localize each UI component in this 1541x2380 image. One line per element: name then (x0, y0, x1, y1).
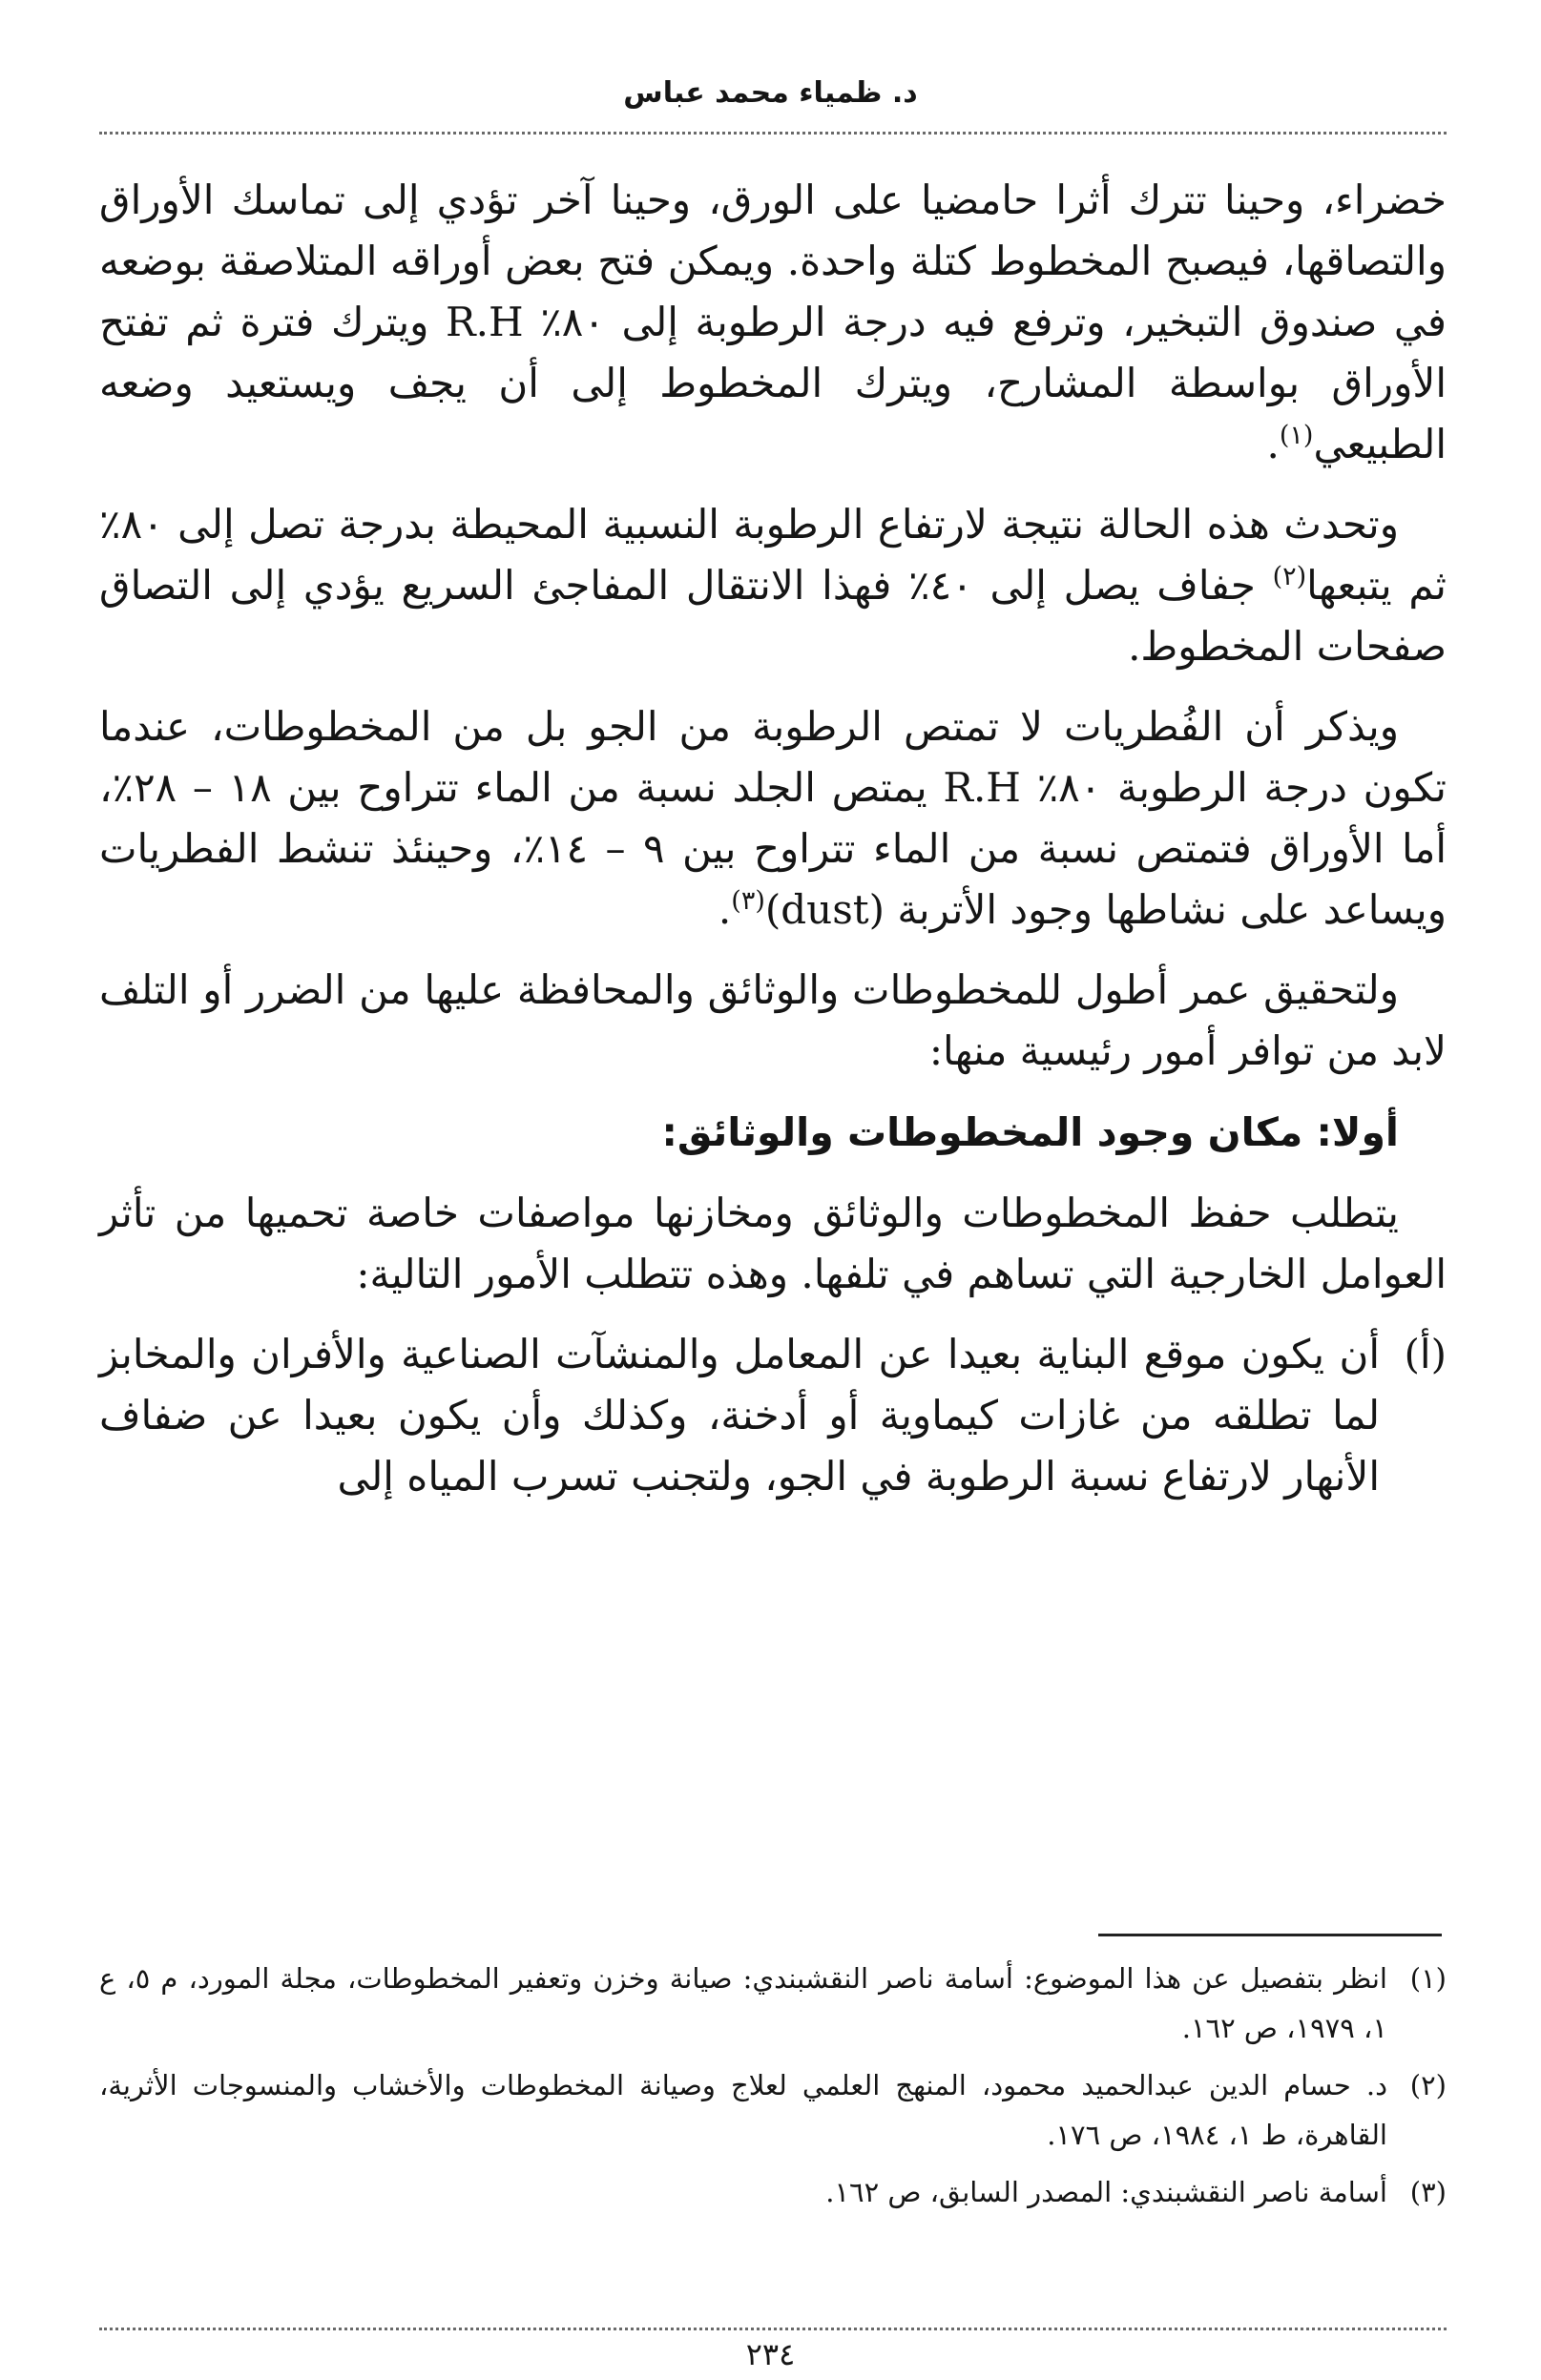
list-item-a-text: أن يكون موقع البناية بعيدا عن المعامل والمنشآت الصناعية والأفران والمخابز لما تطلقه من غازات كيماوية أو أدخنة، وكذلك وأن يكون بعيدا عن ضفاف الأنهار لارتفاع نسبة الرطوبة في الجو، ولتجنب تسرب المياه إلى (99, 1331, 1380, 1500)
footnote-ref-3: (٣) (731, 886, 765, 916)
list-item-a-marker: (أ) (1404, 1331, 1447, 1377)
footnotes (99, 1954, 1447, 2225)
main-text (99, 170, 1447, 1507)
footnote-separator (1098, 1934, 1442, 1936)
footnote-2 (99, 2060, 1447, 2160)
paragraph-1-text: خضراء، وحينا تترك أثرا حامضيا على الورق، وحينا آخر تؤدي إلى تماسك الأوراق والتصاقها، فيصبح المخطوط كتلة واحدة. ويمكن فتح بعض أوراقه المتلاصقة بوضعه في صندوق التبخير، وترفع فيه درجة الرطوبة إلى ٨٠٪ R.H ويترك فترة ثم تفتح الأوراق بواسطة المشارح، ويترك المخطوط إلى أن يجف ويستعيد وضعه الطبيعي (99, 176, 1447, 467)
paragraph-3-text: ويذكر أن الفُطريات لا تمتص الرطوبة من الجو بل من المخطوطات، عندما تكون درجة الرطوبة ٨٠٪ R.H يمتص الجلد نسبة من الماء تتراوح بين ١٨ – ٢٨٪، أما الأوراق فتمتص نسبة من الماء تتراوح بين ٩ – ١٤٪، وحينئذ تنشط الفطريات ويساعد على نشاطها وجود الأتربة (dust) (99, 703, 1447, 933)
footnote-1-marker: (١) (1409, 1962, 1447, 1995)
running-header-author: د. ظمياء محمد عباس (623, 76, 918, 110)
paragraph-1 (99, 170, 1447, 475)
footnote-2-marker: (٢) (1409, 2069, 1447, 2101)
paragraph-3-end: . (718, 886, 732, 933)
footnote-3 (99, 2167, 1447, 2217)
footnote-ref-2: (٢) (1272, 562, 1307, 591)
section-heading: أولا: مكان وجود المخطوطات والوثائق: (661, 1109, 1399, 1155)
paragraph-1-end: . (1266, 421, 1280, 467)
footnote-1 (99, 1954, 1447, 2053)
header-divider (99, 132, 1447, 135)
paragraph-2 (99, 494, 1447, 677)
paragraph-2-text-b: جفاف يصل إلى ٤٠٪ فهذا الانتقال المفاجئ السريع يؤدي إلى التصاق صفحات المخطوط. (99, 562, 1447, 670)
footer-divider (99, 2328, 1447, 2330)
paragraph-3 (99, 696, 1447, 941)
footnote-ref-1: (١) (1279, 421, 1314, 450)
paragraph-4: ولتحقيق عمر أطول للمخطوطات والوثائق والمحافظة عليها من الضرر أو التلف لابد من توافر أمور رئيسية منها: (99, 966, 1447, 1074)
footnote-3-text: أسامة ناصر النقشبندي: المصدر السابق، ص ١٦٢. (825, 2176, 1387, 2208)
paragraph-2-text-a: وتحدث هذه الحالة نتيجة لارتفاع الرطوبة النسبية المحيطة بدرجة تصل إلى ٨٠٪ ثم يتبعها (99, 501, 1447, 609)
page-number: ٢٣٤ (745, 2336, 796, 2372)
paragraph-5: يتطلب حفظ المخطوطات والوثائق ومخازنها مواصفات خاصة تحميها من تأثر العوامل الخارجية التي تساهم في تلفها. وهذه تتطلب الأمور التالية: (99, 1190, 1447, 1297)
list-item-a (99, 1324, 1447, 1507)
footnote-2-text: د. حسام الدين عبدالحميد محمود، المنهج العلمي لعلاج وصيانة المخطوطات والأخشاب والمنسوجات الأثرية، القاهرة، ط ١، ١٩٨٤، ص ١٧٦. (99, 2069, 1387, 2151)
footnote-1-text: انظر بتفصيل عن هذا الموضوع: أسامة ناصر النقشبندي: صيانة وخزن وتعفير المخطوطات، مجلة المورد، م ٥، ع ١، ١٩٧٩، ص ١٦٢. (99, 1962, 1387, 2044)
footnote-3-marker: (٣) (1409, 2176, 1447, 2208)
